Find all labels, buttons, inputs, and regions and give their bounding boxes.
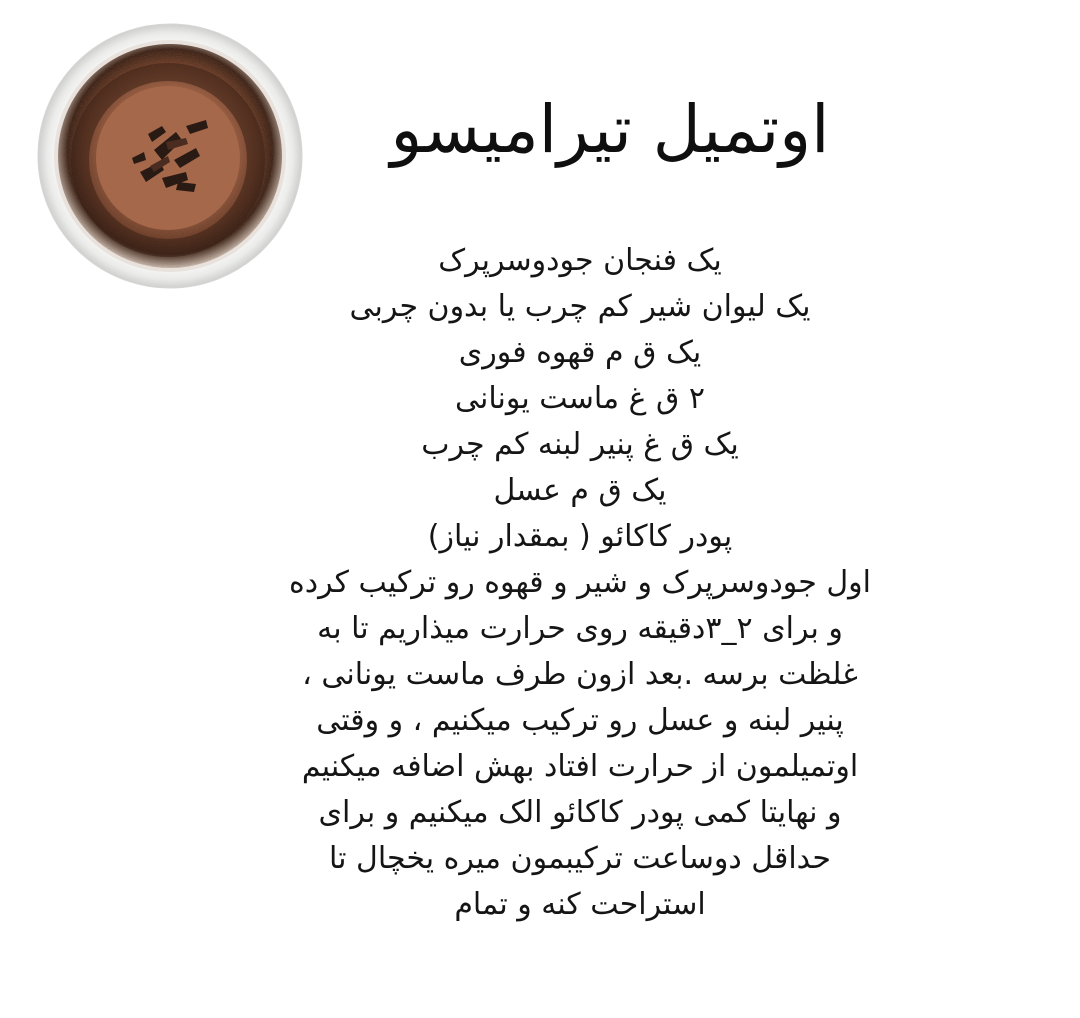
- instruction-line: اوتمیلمون از حرارت افتاد بهش اضافه میکنیم: [301, 749, 859, 784]
- instruction-line: اول جودوسرپرک و شیر و قهوه رو ترکیب کرده: [289, 565, 871, 600]
- ingredient-line: پودر کاکائو ( بمقدار نیاز): [427, 519, 733, 554]
- recipe-body: [250, 238, 910, 928]
- instruction-line: و نهایتا کمی پودر کاکائو الک میکنیم و برای: [318, 795, 842, 830]
- instruction-line: و برای ۲_۳دقیقه روی حرارت میذاریم تا به: [317, 611, 843, 646]
- ingredient-line: یک ق م قهوه فوری: [458, 335, 702, 370]
- ingredient-line: یک فنجان جودوسرپرک: [438, 243, 722, 278]
- ingredient-line: یک ق م عسل: [493, 473, 667, 508]
- ingredients-list: [250, 238, 910, 560]
- instruction-line: استراحت کنه و تمام: [454, 887, 706, 922]
- ingredient-line: یک لیوان شیر کم چرب یا بدون چربی: [349, 289, 811, 324]
- ingredient-line: یک ق غ پنیر لبنه کم چرب: [421, 427, 739, 462]
- recipe-title: اوتمیل تیرامیسو: [390, 91, 830, 168]
- ingredient-line: ۲ ق غ ماست یونانی: [455, 381, 705, 416]
- instruction-line: غلظت برسه .بعد ازون طرف ماست یونانی ،: [302, 657, 858, 692]
- instruction-line: حداقل دوساعت ترکیبمون میره یخچال تا: [329, 841, 831, 876]
- instruction-line: پنیر لبنه و عسل رو ترکیب میکنیم ، و وقتی: [316, 703, 844, 738]
- instructions-paragraph: [250, 560, 910, 928]
